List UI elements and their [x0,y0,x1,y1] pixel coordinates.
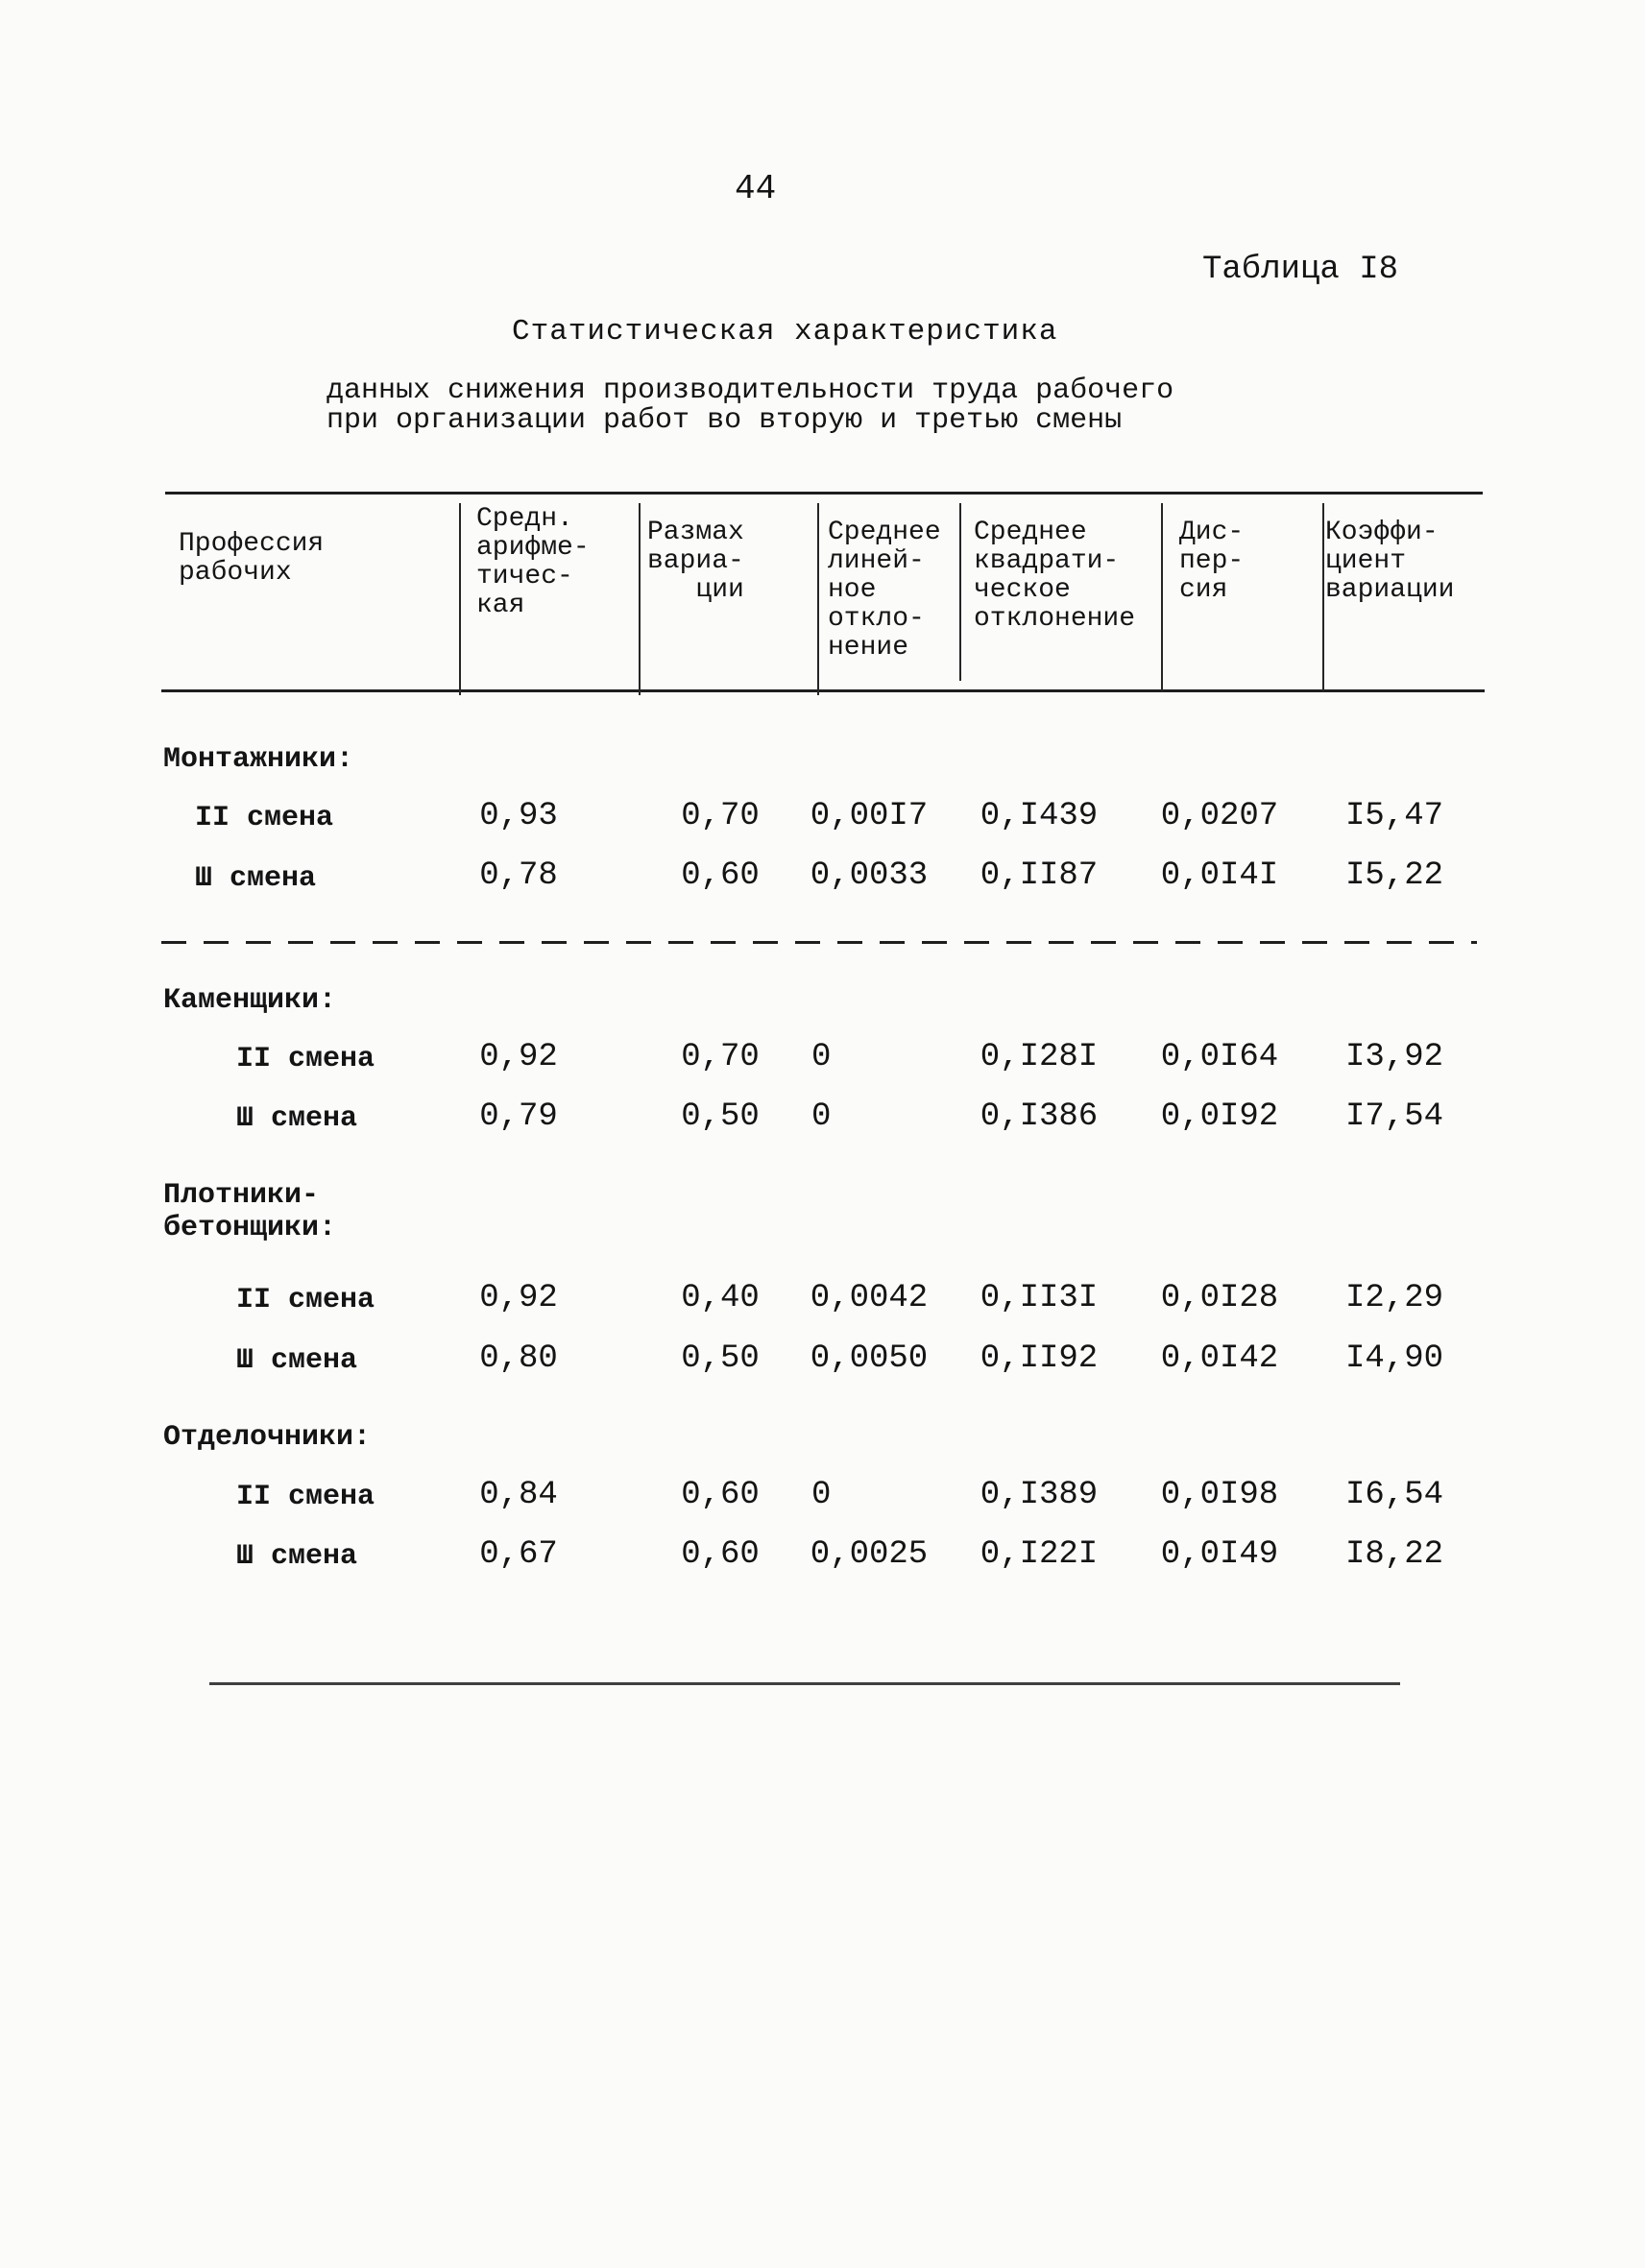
cell-mean: 0,78 [479,857,558,894]
cell-standard-deviation: 0,I28I [980,1039,1099,1075]
cell-dispersion: 0,0I4I [1160,857,1279,894]
cell-standard-deviation: 0,II3I [980,1280,1099,1316]
cell-range: 0,70 [681,1039,760,1075]
table-title: Статистическая характеристика [512,315,1058,349]
group-name: Отделочники: [163,1421,372,1454]
cell-standard-deviation: 0,II87 [980,857,1099,894]
header-mean-linear-deviation: Среднее линей- ное отклo- нение [828,518,941,663]
cell-linear-deviation: 0 [811,1098,832,1135]
shift-label: II смена [236,1043,375,1075]
header-standard-deviation: Среднее квадрати- ческое отклонение [974,518,1136,634]
cell-dispersion: 0,0I49 [1160,1536,1279,1573]
table-header-bottom-rule [161,689,1485,692]
cell-linear-deviation: 0,0042 [810,1280,929,1316]
cell-dispersion: 0,0207 [1160,798,1279,834]
cell-standard-deviation: 0,I389 [980,1477,1099,1513]
cell-linear-deviation: 0,0050 [810,1340,929,1377]
cell-mean: 0,84 [479,1477,558,1513]
cell-mean: 0,80 [479,1340,558,1377]
cell-mean: 0,92 [479,1280,558,1316]
cell-variation-coefficient: I6,54 [1344,1477,1444,1513]
shift-label: II смена [195,802,334,834]
cell-variation-coefficient: I2,29 [1344,1280,1444,1316]
cell-linear-deviation: 0 [811,1039,832,1075]
cell-mean: 0,92 [479,1039,558,1075]
column-divider [817,503,819,695]
table-top-rule [165,492,1483,495]
header-mean: Средн. арифме- тичес- кая [476,504,590,620]
group-name: Плотники- бетонщики: [163,1179,337,1244]
cell-linear-deviation: 0,00I7 [810,798,929,834]
cell-linear-deviation: 0 [811,1477,832,1513]
cell-range: 0,50 [681,1098,760,1135]
cell-standard-deviation: 0,II92 [980,1340,1099,1377]
cell-standard-deviation: 0,I439 [980,798,1099,834]
cell-variation-coefficient: I4,90 [1344,1340,1444,1377]
cell-dispersion: 0,0I92 [1160,1098,1279,1135]
cell-variation-coefficient: I5,47 [1344,798,1444,834]
column-divider [459,503,461,695]
cell-dispersion: 0,0I64 [1160,1039,1279,1075]
shift-label: Ш смена [236,1540,358,1573]
column-divider [1161,503,1163,691]
shift-label: II смена [236,1481,375,1513]
cell-range: 0,70 [681,798,760,834]
cell-variation-coefficient: I5,22 [1344,857,1444,894]
shift-label: Ш смена [236,1102,358,1135]
header-dispersion: Дис- пер- сия [1179,518,1245,605]
section-divider [161,941,1477,944]
cell-mean: 0,79 [479,1098,558,1135]
cell-dispersion: 0,0I42 [1160,1340,1279,1377]
group-name: Монтажники: [163,743,354,776]
column-divider [639,503,641,695]
cell-range: 0,60 [681,1477,760,1513]
shift-label: II смена [236,1284,375,1316]
column-divider [1322,503,1324,691]
cell-range: 0,50 [681,1340,760,1377]
cell-linear-deviation: 0,0033 [810,857,929,894]
header-range: Размах вариа- ции [647,518,744,605]
cell-variation-coefficient: I3,92 [1344,1039,1444,1075]
subtitle-line: при организации работ во вторую и третью смены [327,404,1123,437]
cell-standard-deviation: 0,I386 [980,1098,1099,1135]
subtitle-line: данных снижения производительности труда рабочего [327,374,1174,407]
page-number: 44 [735,169,777,208]
shift-label: Ш смена [236,1344,358,1377]
cell-standard-deviation: 0,I22I [980,1536,1099,1573]
cell-mean: 0,67 [479,1536,558,1573]
cell-linear-deviation: 0,0025 [810,1536,929,1573]
cell-variation-coefficient: I8,22 [1344,1536,1444,1573]
header-variation-coefficient: Коэффи- циент вариации [1325,518,1455,605]
shift-label: Ш смена [195,862,317,895]
table-bottom-rule [209,1682,1400,1685]
cell-range: 0,60 [681,857,760,894]
cell-dispersion: 0,0I98 [1160,1477,1279,1513]
cell-range: 0,60 [681,1536,760,1573]
cell-dispersion: 0,0I28 [1160,1280,1279,1316]
cell-mean: 0,93 [479,798,558,834]
table-subtitle [327,376,1173,436]
group-name: Каменщики: [163,984,337,1017]
cell-variation-coefficient: I7,54 [1344,1098,1444,1135]
table-label: Таблица I8 [1202,252,1399,288]
cell-range: 0,40 [681,1280,760,1316]
column-divider [959,503,961,681]
header-profession: Профессия рабочих [179,529,325,588]
